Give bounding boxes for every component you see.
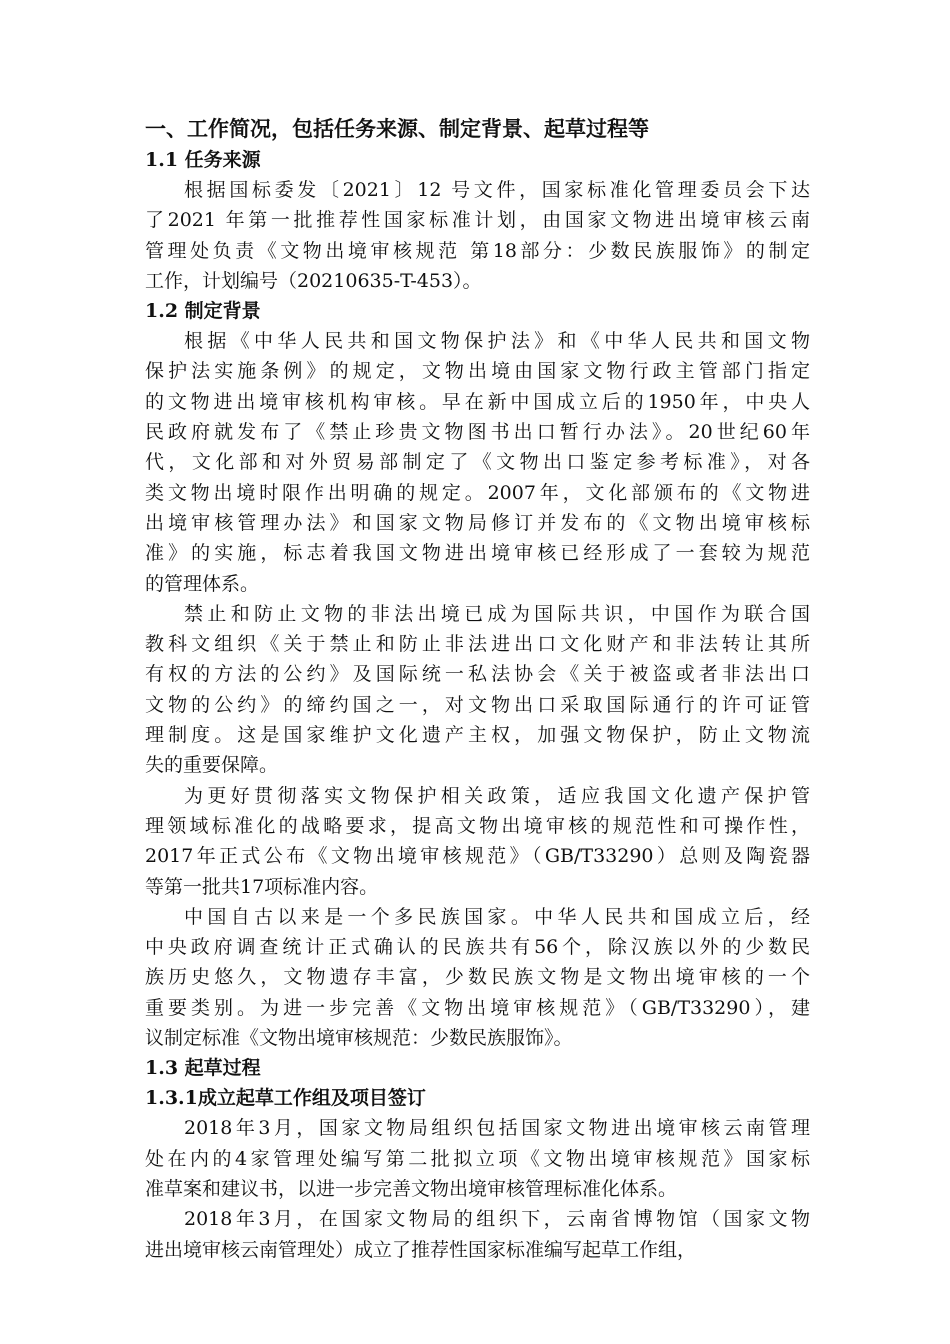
section-heading: 1.3 起草过程	[145, 1057, 261, 1080]
document-body	[145, 112, 810, 1265]
text-line: 工作，计划编号（20210635-T-453）。	[145, 269, 482, 292]
text-line: 民政府就发布了《禁止珍贵文物图书出口暂行办法》。20世纪60年	[145, 421, 810, 444]
text-line: 根据国标委发〔2021〕12 号文件，国家标准化管理委员会下达	[184, 179, 810, 201]
text-line: 教科文组织《关于禁止和防止非法进出口文化财产和非法转让其所	[145, 633, 810, 656]
paragraph	[145, 1113, 810, 1204]
text-line: 的文物进出境审核机构审核。早在新中国成立后的1950年，中央人	[145, 390, 810, 413]
text-line: 准草案和建议书，以进一步完善文物出境审核管理标准化体系。	[145, 1177, 678, 1200]
paragraph	[145, 902, 810, 1053]
paragraph	[145, 781, 810, 902]
text-line: 根据《中华人民共和国文物保护法》和《中华人民共和国文物	[184, 330, 810, 353]
text-line: 议制定标准《文物出境审核规范：少数民族服饰》。	[145, 1027, 573, 1050]
text-line: 禁止和防止文物的非法出境已成为国际共识，中国作为联合国	[184, 602, 810, 625]
text-line: 代，文化部和对外贸易部制定了《文物出口鉴定参考标准》，对各	[145, 451, 810, 474]
paragraph	[145, 599, 810, 781]
text-line: 的管理体系。	[145, 572, 260, 595]
paragraph	[145, 1204, 810, 1265]
text-line: 进出境审核云南管理处）成立了推荐性国家标准编写起草工作组，	[145, 1238, 697, 1261]
text-line: 等第一批共17项标准内容。	[145, 875, 379, 898]
text-line: 类文物出境时限作出明确的规定。2007年，文化部颁布的《文物进	[145, 481, 810, 504]
text-line: 管理处负责《文物出境审核规范 第18部分：少数民族服饰》的制定	[145, 239, 810, 262]
text-line: 2017年正式公布《文物出境审核规范》（GB/T33290）总则及陶瓷器	[145, 845, 810, 868]
text-line: 准》的实施，标志着我国文物进出境审核已经形成了一套较为规范	[145, 542, 810, 565]
text-line: 中央政府调查统计正式确认的民族共有56个，除汉族以外的少数民	[145, 936, 810, 959]
section-heading: 1.1 任务来源	[145, 149, 261, 171]
text-line: 保护法实施条例》的规定，文物出境由国家文物行政主管部门指定	[145, 360, 810, 383]
paragraph	[145, 175, 810, 296]
text-line: 2018年3月，在国家文物局的组织下，云南省博物馆（国家文物	[184, 1208, 810, 1231]
main-heading: 一、工作简况，包括任务来源、制定背景、起草过程等	[145, 116, 649, 141]
text-line: 族历史悠久，文物遗存丰富，少数民族文物是文物出境审核的一个	[145, 966, 810, 989]
text-line: 为更好贯彻落实文物保护相关政策，适应我国文化遗产保护管	[184, 784, 810, 807]
text-line: 重要类别。为进一步完善《文物出境审核规范》（GB/T33290），建	[145, 996, 810, 1019]
text-line: 理制度。这是国家维护文化遗产主权，加强文物保护，防止文物流	[145, 724, 810, 747]
paragraph	[145, 326, 810, 599]
text-line: 失的重要保障。	[145, 754, 279, 777]
text-line: 理领域标准化的战略要求，提高文物出境审核的规范性和可操作性，	[145, 814, 810, 837]
section-heading: 1.3.1成立起草工作组及项目签订	[145, 1087, 426, 1110]
section-heading: 1.2 制定背景	[145, 300, 261, 323]
text-line: 文物的公约》的缔约国之一，对文物出口采取国际通行的许可证管	[145, 693, 810, 716]
text-line: 有权的方法的公约》及国际统一私法协会《关于被盗或者非法出口	[145, 663, 810, 686]
text-line: 中国自古以来是一个多民族国家。中华人民共和国成立后，经	[184, 905, 810, 928]
text-line: 出境审核管理办法》和国家文物局修订并发布的《文物出境审核标	[145, 511, 810, 534]
text-line: 了2021 年第一批推荐性国家标准计划，由国家文物进出境审核云南	[145, 209, 810, 232]
text-line: 2018年3月，国家文物局组织包括国家文物进出境审核云南管理	[184, 1117, 810, 1140]
text-line: 处在内的4家管理处编写第二批拟立项《文物出境审核规范》国家标	[145, 1147, 810, 1170]
